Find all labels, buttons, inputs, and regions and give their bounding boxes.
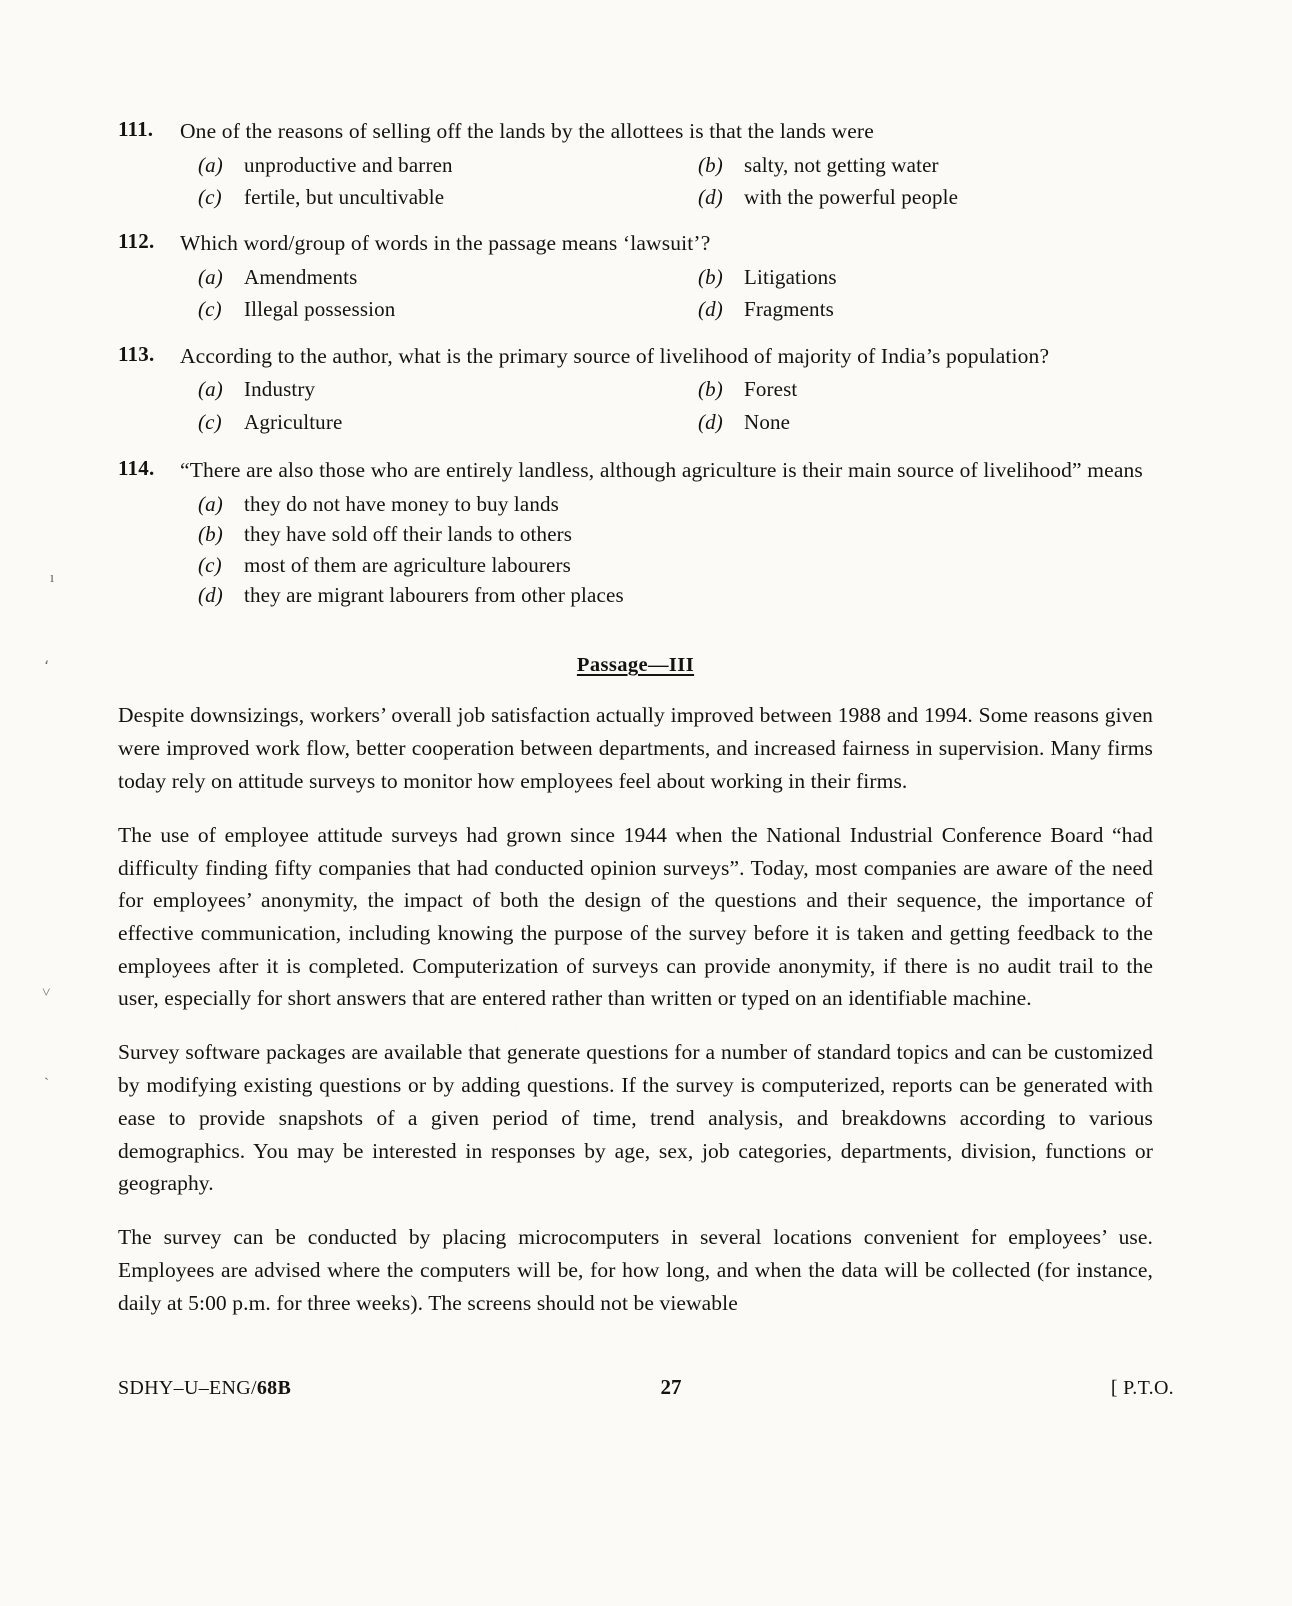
margin-mark: ı xyxy=(50,570,55,586)
options-list xyxy=(180,150,1153,213)
option-text: Forest xyxy=(744,377,798,402)
passage-paragraph: The use of employee attitude surveys had grown since 1944 when the National Industrial Conference Board “had difficulty finding fifty companies that had conducted opinion surveys”. Today, most companies are aware of the need for employees’ anonymity, the impact of both the design of the questions and their sequence, the importance of effective communication, including knowing the purpose of the survey before it is taken and getting feedback to the employees after it is completed. Computerization of surveys can provide anonymity, if there is no audit trail to the user, especially for short answers that are entered rather than written or typed on an identifiable machine. xyxy=(118,822,1153,1011)
passage-paragraph: Survey software packages are available that generate questions for a number of standard topics and can be customized by modifying existing questions or by adding questions. If the survey is computerized, reports can be generated with ease to provide snapshots of a given period of time, trend analysis, and breakdowns according to various demographics. You may be interested in responses by age, sex, job categories, departments, division, functions or geography. xyxy=(118,1040,1153,1196)
page-number: 27 xyxy=(660,1375,682,1399)
option-d[interactable] xyxy=(698,407,1153,437)
option-tag: (d) xyxy=(198,583,223,607)
option-b[interactable] xyxy=(198,519,1153,549)
options-list xyxy=(180,489,1153,611)
option-tag: (b) xyxy=(198,522,223,547)
option-tag: (c) xyxy=(198,297,222,322)
option-text: they do not have money to buy lands xyxy=(244,491,559,516)
option-tag: (b) xyxy=(698,152,723,177)
turn-over-note: [ P.T.O. xyxy=(1110,1377,1174,1399)
question-number: 113. xyxy=(118,341,155,366)
option-tag: (d) xyxy=(698,297,723,322)
option-c[interactable] xyxy=(198,182,698,212)
option-c[interactable] xyxy=(198,550,1153,580)
question-number: 111. xyxy=(118,117,154,141)
option-d[interactable] xyxy=(698,294,1153,324)
question-114 xyxy=(118,455,1153,610)
option-text: Fragments xyxy=(744,297,835,322)
paper-code-prefix: SDHY–U–ENG/ xyxy=(118,1377,257,1399)
option-tag: (a) xyxy=(198,264,223,289)
option-text: Agriculture xyxy=(244,409,343,434)
passage-section xyxy=(118,654,1153,1319)
margin-mark: ، xyxy=(44,652,49,668)
option-tag: (b) xyxy=(698,377,723,402)
option-tag: (c) xyxy=(198,184,222,209)
option-d[interactable] xyxy=(698,182,1153,212)
option-text: Industry xyxy=(244,377,316,402)
question-number: 112. xyxy=(118,229,155,254)
page-content xyxy=(118,116,1153,1319)
option-text: None xyxy=(744,409,791,434)
option-text: Litigations xyxy=(744,264,837,289)
option-text: Amendments xyxy=(244,264,358,289)
option-tag: (d) xyxy=(698,409,723,434)
option-tag: (c) xyxy=(198,552,222,577)
option-a[interactable] xyxy=(198,150,698,180)
option-text: fertile, but uncultivable xyxy=(244,184,445,209)
question-stem: “There are also those who are entirely landless, although agriculture is their main source of livelihood” means xyxy=(180,458,1143,483)
question-112 xyxy=(118,228,1153,324)
option-a[interactable] xyxy=(198,262,698,292)
paper-code xyxy=(118,1377,291,1400)
passage-title: Passage—III xyxy=(576,654,695,677)
option-c[interactable] xyxy=(198,407,698,437)
options-list xyxy=(180,374,1153,437)
option-d[interactable] xyxy=(198,580,1153,610)
option-c[interactable] xyxy=(198,294,698,324)
option-text: Illegal possession xyxy=(244,297,396,322)
option-tag: (b) xyxy=(698,264,723,289)
question-stem: According to the author, what is the primary source of livelihood of majority of India’s population? xyxy=(180,343,1050,368)
option-text: salty, not getting water xyxy=(744,152,939,177)
option-a[interactable] xyxy=(198,489,1153,519)
option-tag: (c) xyxy=(198,409,222,434)
question-113 xyxy=(118,341,1153,437)
question-stem: One of the reasons of selling off the lands by the allottees is that the lands were xyxy=(180,119,874,143)
option-tag: (d) xyxy=(698,184,723,209)
margin-mark: ˅ xyxy=(42,985,51,1001)
option-tag: (a) xyxy=(198,377,223,402)
options-list xyxy=(180,262,1153,325)
passage-paragraph: Despite downsizings, workers’ overall job satisfaction actually improved between 1988 and 1994. Some reasons given were improved work flow, better cooperation between departments, and increased fairness in supervision. Many firms today rely on attitude surveys to monitor how employees feel about working in their firms. xyxy=(118,703,1153,793)
option-b[interactable] xyxy=(698,262,1153,292)
option-text: unproductive and barren xyxy=(244,152,453,177)
paper-code-suffix: 68B xyxy=(256,1377,292,1399)
option-text: most of them are agriculture labourers xyxy=(244,552,571,577)
page-footer xyxy=(118,1375,1174,1400)
passage-paragraph: The survey can be conducted by placing microcomputers in several locations convenient for employees’ use. Employees are advised where the computers will be, for how long, and when the data will be collected (for instance, daily at 5:00 p.m. for three weeks). The screens should not be viewable xyxy=(118,1225,1153,1315)
option-tag: (a) xyxy=(198,152,223,177)
option-b[interactable] xyxy=(698,150,1153,180)
margin-mark: ˎ xyxy=(44,1065,49,1081)
option-text: they have sold off their lands to others xyxy=(244,522,573,547)
question-111 xyxy=(118,116,1153,212)
option-text: they are migrant labourers from other places xyxy=(244,583,624,607)
option-tag: (a) xyxy=(198,491,223,516)
option-text: with the powerful people xyxy=(744,184,959,209)
option-b[interactable] xyxy=(698,374,1153,404)
question-number: 114. xyxy=(118,456,155,481)
option-a[interactable] xyxy=(198,374,698,404)
question-stem: Which word/group of words in the passage means ‘lawsuit’? xyxy=(180,231,711,256)
